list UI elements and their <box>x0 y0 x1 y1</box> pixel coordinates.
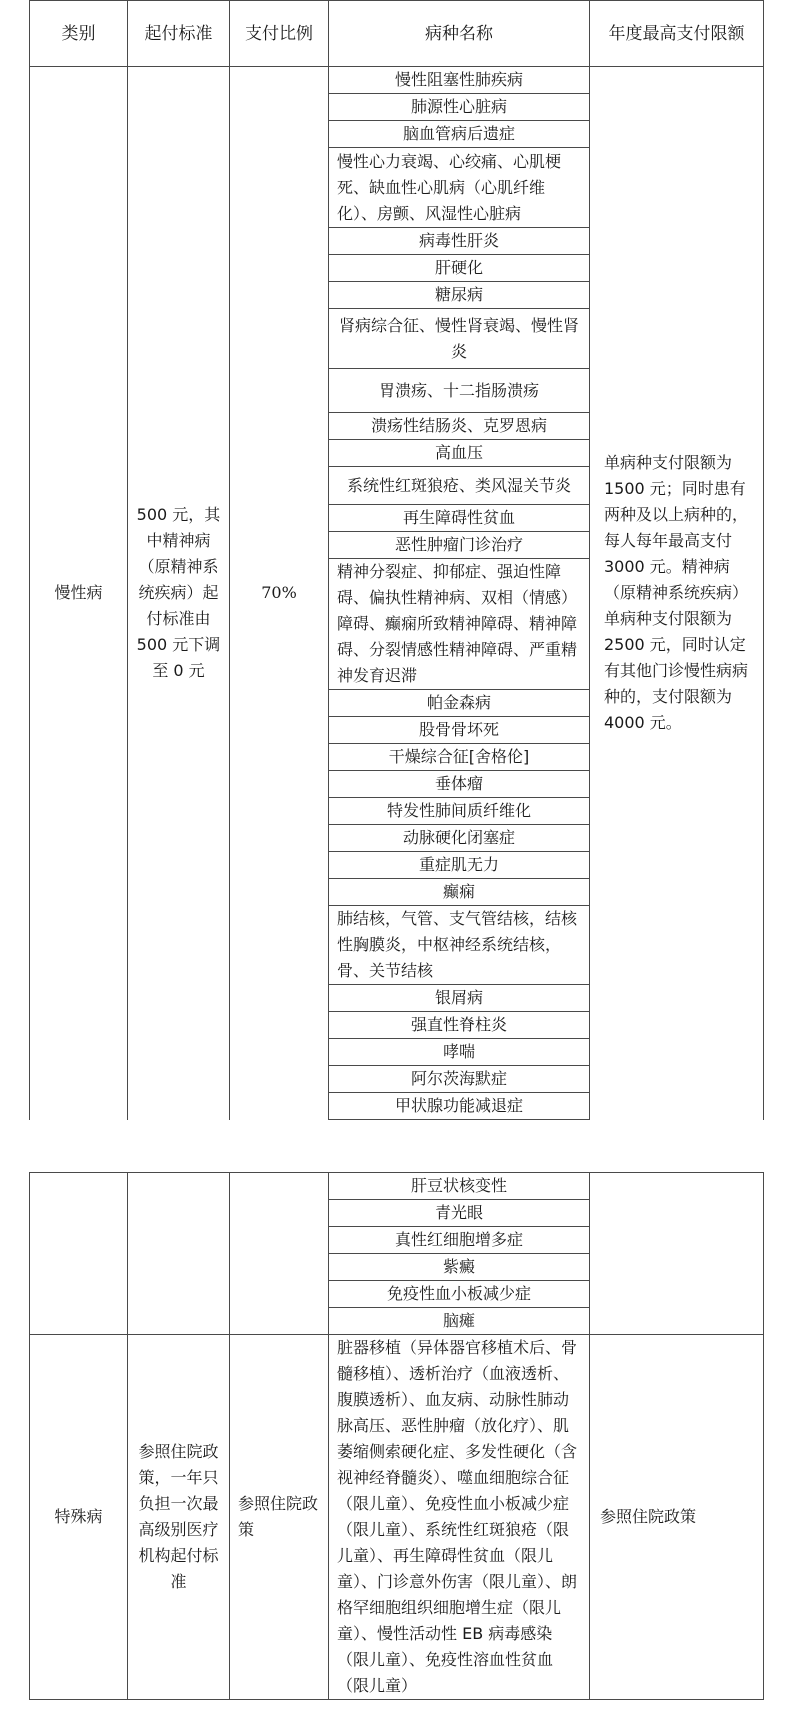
disease-name-cell: 肝豆状核变性 <box>329 1173 590 1200</box>
disease-name-cell: 系统性红斑狼疮、类风湿关节炎 <box>329 467 590 505</box>
disease-name-cell: 精神分裂症、抑郁症、强迫性障碍、偏执性精神病、双相（情感）障碍、癫痫所致精神障碍、精神障碍、分裂情感性精神障碍、严重精神发育迟滞 <box>329 559 590 690</box>
header-annual-limit: 年度最高支付限额 <box>590 1 764 67</box>
disease-name-cell: 溃疡性结肠炎、克罗恩病 <box>329 413 590 440</box>
disease-name-cell: 真性红细胞增多症 <box>329 1227 590 1254</box>
disease-name-cell: 紫癜 <box>329 1254 590 1281</box>
table-row <box>30 67 764 94</box>
category-special: 特殊病 <box>30 1335 128 1700</box>
disease-name-cell: 帕金森病 <box>329 690 590 717</box>
disease-name-cell: 胃溃疡、十二指肠溃疡 <box>329 369 590 413</box>
disease-name-cell: 免疫性血小板减少症 <box>329 1281 590 1308</box>
empty-continuation-cell <box>128 1173 230 1335</box>
disease-name-cell: 慢性阻塞性肺疾病 <box>329 67 590 94</box>
header-ratio: 支付比例 <box>230 1 329 67</box>
ratio-chronic: 70% <box>230 67 329 1120</box>
annual-limit-chronic: 单病种支付限额为 1500 元；同时患有两种及以上病种的，每人每年最高支付 3000 元。精神病（原精神系统疾病）单病种支付限额为 2500 元，同时认定有其他门诊慢性病病种的，支付限额为 4000 元。 <box>590 67 764 1120</box>
disease-name-cell: 癫痫 <box>329 879 590 906</box>
disease-name-cell: 银屑病 <box>329 985 590 1012</box>
disease-name-cell: 特发性肺间质纤维化 <box>329 798 590 825</box>
disease-name-cell: 脑瘫 <box>329 1308 590 1335</box>
ratio-special: 参照住院政策 <box>230 1335 329 1700</box>
disease-name-cell: 垂体瘤 <box>329 771 590 798</box>
empty-continuation-cell <box>230 1173 329 1335</box>
disease-name-cell: 高血压 <box>329 440 590 467</box>
empty-continuation-cell <box>590 1173 764 1335</box>
empty-continuation-cell <box>30 1173 128 1335</box>
threshold-special: 参照住院政策，一年只负担一次最高级别医疗机构起付标准 <box>128 1335 230 1700</box>
disease-name-cell: 甲状腺功能减退症 <box>329 1093 590 1120</box>
disease-name-cell: 再生障碍性贫血 <box>329 505 590 532</box>
disease-name-cell: 重症肌无力 <box>329 852 590 879</box>
disease-name-cell: 肺结核，气管、支气管结核，结核性胸膜炎，中枢神经系统结核，骨、关节结核 <box>329 906 590 985</box>
header-category: 类别 <box>30 1 128 67</box>
special-disease-table <box>29 1172 764 1700</box>
disease-name-cell: 动脉硬化闭塞症 <box>329 825 590 852</box>
table-row-special <box>30 1335 764 1700</box>
disease-name-cell: 糖尿病 <box>329 282 590 309</box>
disease-name-cell: 肺源性心脏病 <box>329 94 590 121</box>
table-row <box>30 1173 764 1200</box>
disease-name-cell: 脑血管病后遗症 <box>329 121 590 148</box>
disease-name-cell: 肝硬化 <box>329 255 590 282</box>
header-disease-name: 病种名称 <box>329 1 590 67</box>
disease-name-cell: 强直性脊柱炎 <box>329 1012 590 1039</box>
disease-name-cell: 股骨骨坏死 <box>329 717 590 744</box>
table-header-row <box>30 1 764 67</box>
disease-name-cell: 哮喘 <box>329 1039 590 1066</box>
disease-name-cell: 青光眼 <box>329 1200 590 1227</box>
disease-name-cell: 慢性心力衰竭、心绞痛、心肌梗死、缺血性心肌病（心肌纤维化）、房颤、风湿性心脏病 <box>329 148 590 228</box>
disease-name-cell: 恶性肿瘤门诊治疗 <box>329 532 590 559</box>
category-chronic: 慢性病 <box>30 67 128 1120</box>
disease-name-special: 脏器移植（异体器官移植术后、骨髓移植）、透析治疗（血液透析、腹膜透析）、血友病、动脉性肺动脉高压、恶性肿瘤（放化疗）、肌萎缩侧索硬化症、多发性硬化（含视神经脊髓炎）、噬血细胞综合征（限儿童）、免疫性血小板减少症（限儿童）、系统性红斑狼疮（限儿童）、再生障碍性贫血（限儿童）、门诊意外伤害（限儿童）、朗格罕细胞组织细胞增生症（限儿童）、慢性活动性 EB 病毒感染（限儿童）、免疫性溶血性贫血（限儿童） <box>329 1335 590 1700</box>
disease-name-cell: 肾病综合征、慢性肾衰竭、慢性肾炎 <box>329 309 590 369</box>
chronic-disease-table <box>29 0 764 1120</box>
disease-name-cell: 阿尔茨海默症 <box>329 1066 590 1093</box>
threshold-chronic: 500 元，其中精神病（原精神系统疾病）起付标准由 500 元下调至 0 元 <box>128 67 230 1120</box>
annual-limit-special: 参照住院政策 <box>590 1335 764 1700</box>
disease-name-cell: 干燥综合征[舍格伦] <box>329 744 590 771</box>
header-threshold: 起付标准 <box>128 1 230 67</box>
disease-name-cell: 病毒性肝炎 <box>329 228 590 255</box>
